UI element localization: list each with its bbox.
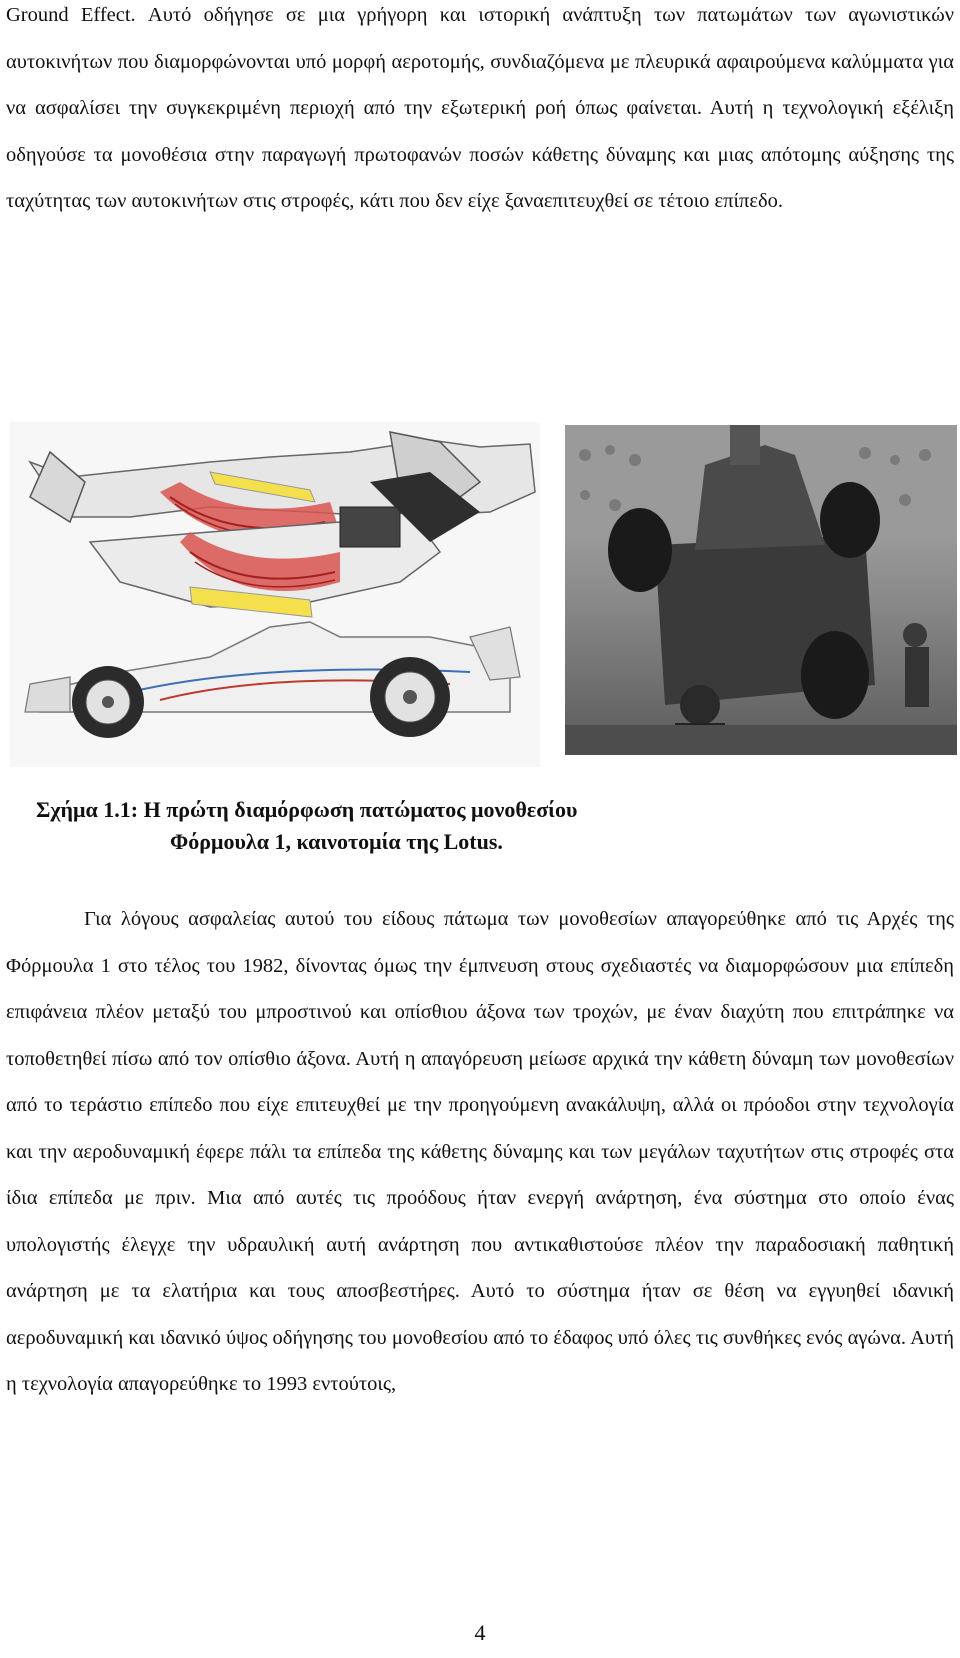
lotus-underside-photo: [565, 425, 957, 755]
page-number: 4: [474, 1620, 486, 1645]
figure-caption-line-1: Σχήμα 1.1: Η πρώτη διαμόρφωση πατώματος μονοθεσίου: [36, 797, 578, 822]
paragraph-floor-ban: Για λόγους ασφαλείας αυτού του είδους πάτωμα των μονοθεσίων απαγορεύθηκε από τις Αρχές της Φόρμουλα 1 στο τέλος του 1982, δίνοντας όμως την έμπνευση στους σχεδιαστές να διαμορφώσουν μια επίπεδη επιφάνεια πλέον μεταξύ του μπροστινού και οπίσθιου άξονα των τροχών, με έναν διαχύτη που επιτράπηκε να τοποθετηθεί πίσω από τον οπίσθιο άξονα. Αυτή η απαγόρευση μείωσε αρχικά την κάθετη δύναμη των μονοθεσίων από το τεράστιο επίπεδο που είχε επιτευχθεί με την προηγούμενη ανακάλυψη, αλλά οι πρόοδοι στην τεχνολογία και την αεροδυναμική έφερε πάλι τα επίπεδα της κάθετης δύναμης και των μεγάλων ταχυτήτων στις στροφές στα ίδια επίπεδα με πριν. Μια από αυτές τις προόδους ήταν ενεργή ανάρτηση, ένα σύστημα στο οποίο ένας υπολογιστής έλεγχε την υδραυλική αυτή ανάρτηση που αντικαθιστούσε πλέον την παραδοσιακή παθητική ανάρτηση με τα ελατήρια και τους αποσβεστήρες. Αυτό το σύστημα ήταν σε θέση να εγγυηθεί ιδανική αεροδυναμική και ιδανικό ύψος οδήγησης του μονοθεσίου από το έδαφος υπό όλες τις συνθήκες ενός αγώνα. Αυτή η τεχνολογία απαγορεύθηκε το 1993 εντούτοις,: [6, 908, 954, 1395]
paragraph-ground-effect: Ground Effect. Αυτό οδήγησε σε μια γρήγορη και ιστορική ανάπτυξη των πατωμάτων των αγωνιστικών αυτοκινήτων που διαμορφώνονται υπό μορφή αεροτομής, συνδιαζόμενα με πλευρικά αφαιρούμενα καλύμματα για να ασφαλίσει την συγκεκριμένη περιοχή από την εξωτερική ροή όπως φαίνεται. Αυτή η τεχνολογική εξέλιξη οδηγούσε τα μονοθέσια στην παραγωγή πρωτοφανών ποσών κάθετης δύναμης και μιας απότομης αύξησης της ταχύτητας των αυτοκινήτων στις στροφές, κάτι που δεν είχε ξαναεπιτευχθεί σε τέτοιο επίπεδο.: [6, 4, 954, 212]
figure-caption-line-2: Φόρμουλα 1, καινοτομία της Lotus.: [170, 829, 503, 854]
lotus-floor-diagram: [10, 422, 540, 767]
